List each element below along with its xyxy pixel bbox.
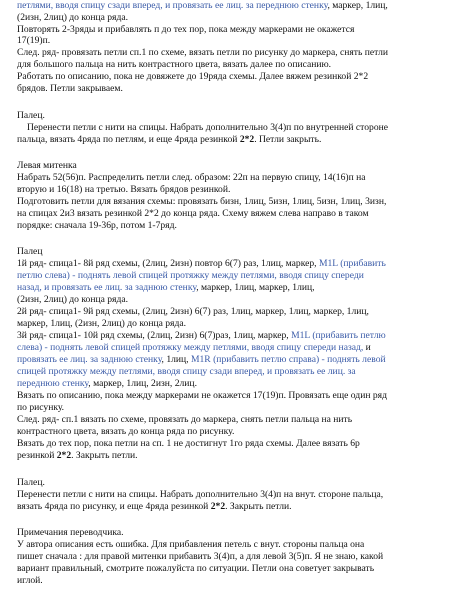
text-run: След. ряд- провязать петли сп.1 по схеме, вязать петли по рисунку до маркера, снять петли: [17, 47, 389, 58]
text-run: Палец.: [17, 110, 45, 121]
text-run: 17(19)п.: [17, 35, 51, 46]
text-run: 1й ряд- спица1- 8й ряд схемы, (2лиц, 2изн) повтор 6(7) раз, 1лиц, маркер,: [17, 258, 319, 269]
text-line: [17, 378, 197, 389]
highlighted-text: спицей протяжку между петлями, вводя спицу сзади вперед, и провязать ее лиц. за: [17, 366, 356, 377]
text-run: вязать 4ряда по рисунку, и еще 4ряда резинкой: [17, 501, 211, 512]
text-line: [17, 402, 64, 413]
text-line: [17, 450, 138, 461]
text-run: , маркер, 1лиц,: [327, 0, 388, 11]
text-line: [17, 390, 387, 401]
text-line: [17, 282, 315, 293]
text-run: , маркер, 1лиц, маркер, 1лиц,: [196, 282, 315, 293]
text-run: брядов. Петли закрываем.: [17, 83, 123, 94]
highlighted-text: M1R (прибавить петлю справа) - поднять левой: [190, 354, 386, 365]
highlighted-text: назад, и провязать ее лиц. за заднюю стенку: [17, 282, 197, 293]
text-run: Примечания переводчика.: [17, 527, 124, 538]
text-run: 2*2: [239, 134, 255, 145]
text-run: на спицах 2и3 вязать резинкой 2*2 до конца ряда. Схему вяжем слева направо в таком: [17, 208, 369, 219]
text-line: [17, 35, 50, 46]
text-run: Подготовить петли для вязания схемы: провязать бизн, 1лиц, 5изн, 1лиц, 5изн, 1лиц, 3изн,: [17, 196, 387, 207]
text-run: , маркер, 1лиц, 2изн, 2лиц.: [88, 378, 197, 389]
text-run: и: [363, 342, 371, 353]
highlighted-text: петлю слева) - поднять левой спицей протяжку между петлями, вводя спицу спереди: [17, 270, 364, 281]
text-run: 3й ряд- спица1- 10й ряд схемы, (2лиц, 2изн) 6(7)раз, 1лиц, маркер,: [17, 330, 292, 341]
highlighted-text: слева) - поднять левой спицей протяжку между петлями, вводя спицу спереди назад,: [17, 342, 364, 353]
text-run: по рисунку.: [17, 402, 65, 413]
highlighted-text: петлями, вводя спицу сзади вперед, и провязать ее лиц. за переднюю стенку: [17, 0, 328, 11]
text-run: контрастного цвета, вязать до конца ряда по рисунку.: [17, 426, 235, 437]
text-run: Палец.: [17, 477, 45, 488]
text-run: Вязать по описанию, пока между маркерами не окажется 17(19)п. Провязать еще один ряд: [17, 390, 387, 401]
text-run: . Закрыть петли.: [225, 501, 292, 512]
highlighted-text: (прибавить: [337, 258, 386, 269]
text-line: [17, 414, 352, 425]
text-run: (2изн, 2лиц) до конца ряда.: [17, 294, 129, 305]
highlighted-text: переднюю стенку: [17, 378, 89, 389]
text-line: [17, 0, 388, 11]
text-line: [17, 246, 42, 257]
text-run: Левая митенка: [17, 160, 77, 171]
text-run: , 1лиц,: [161, 354, 191, 365]
text-run: 2*2: [56, 450, 72, 461]
text-run: След. ряд- сп.1 вязать по схеме, провязать до маркера, снять петли пальца на нить: [17, 414, 353, 425]
text-line: [17, 501, 292, 512]
text-line: [17, 172, 366, 183]
text-run: У автора описания есть ошибка. Для прибавления петель с внут. стороны пальца она: [17, 539, 365, 550]
text-line: [17, 83, 123, 94]
text-line: [17, 24, 354, 35]
text-run: резинкой: [17, 450, 57, 461]
text-run: Перенести петли с нити на спицы. Набрать дополнительно 3(4)п на внут. стороне пальца,: [17, 489, 384, 500]
text-line: [17, 110, 45, 121]
text-line: [17, 539, 364, 550]
highlighted-text: M1L (прибавить петлю: [291, 330, 386, 341]
text-run: 2й ряд- спица1- 9й ряд схемы, (2лиц, 2изн) 6(7) раз, 1лиц, маркер, 1лиц, маркер, 1лиц,: [17, 306, 369, 317]
text-run: Набрать 52(56)п. Распределить петли след. образом: 22п на первую спицу, 14(16)п на: [17, 172, 366, 183]
text-line: [17, 306, 369, 317]
text-run: Повторять 2-3ряды и прибавлять п до тех пор, пока между маркерами не окажется: [17, 24, 355, 35]
text-line: [17, 47, 388, 58]
text-run: Вязать до тех пор, пока петли на сп. 1 не достигнут 1го ряда схемы. Далее вязать 6р: [17, 438, 360, 449]
text-line: [17, 196, 386, 207]
text-run: Палец: [17, 246, 43, 257]
text-line: [17, 220, 177, 231]
highlighted-text: провязать ее лиц. за заднюю стенку: [17, 354, 162, 365]
text-run: Перенести петли с нити на спицы. Набрать дополнительно 3(4)п по внутренней стороне: [27, 122, 389, 133]
text-run: вторую и 16(18) на третью. Вязать брядов резинкой.: [17, 184, 231, 195]
text-line: [17, 551, 383, 562]
text-line: [17, 208, 369, 219]
text-line: [17, 71, 368, 82]
text-run: для большого пальца на нить контрастного цвета, вязать далее по описанию.: [17, 59, 332, 70]
highlighted-text: M1L: [318, 258, 338, 269]
text-line: [17, 59, 331, 70]
text-run: Работать по описанию, пока не довяжете до 19ряда схемы. Далее вяжем резинкой 2*2: [17, 71, 369, 82]
text-run: иглой.: [17, 575, 43, 586]
text-line: [17, 527, 124, 538]
text-run: (2изн, 2лиц) до конца ряда.: [17, 12, 129, 23]
text-run: порядке: сначала 19-36р, потом 1-7ряд.: [17, 220, 177, 231]
text-line: [17, 184, 230, 195]
text-line: [17, 318, 186, 329]
text-run: 2*2: [210, 501, 226, 512]
text-line: [17, 354, 386, 365]
text-run: пальца, вязать 4ряда по петлям, и еще 4ряда резинкой: [17, 134, 240, 145]
text-line: [17, 330, 386, 341]
text-run: маркер, 1лиц, (2изн, 2лиц) до конца ряда.: [17, 318, 186, 329]
text-line: [27, 122, 388, 133]
text-line: [17, 563, 374, 574]
text-line: [17, 438, 360, 449]
text-run: пишет сначала : для правой митенки прибавить 3(4)п, а для левой 3(5)п. Я не знаю, какой: [17, 551, 384, 562]
text-line: [17, 294, 128, 305]
text-line: [17, 342, 371, 353]
text-line: [17, 366, 356, 377]
text-line: [17, 258, 386, 269]
text-line: [17, 477, 45, 488]
text-line: [17, 160, 77, 171]
text-line: [17, 270, 364, 281]
text-run: . Закрыть петли.: [71, 450, 138, 461]
text-line: [17, 489, 383, 500]
text-line: [17, 426, 234, 437]
text-run: . Петли закрыть.: [254, 134, 322, 145]
text-line: [17, 12, 128, 23]
text-run: вариант правильный, смотрите пожалуйста по ситуации. Петли она советует закрывать: [17, 563, 375, 574]
text-line: [17, 575, 43, 586]
text-line: [17, 134, 321, 145]
